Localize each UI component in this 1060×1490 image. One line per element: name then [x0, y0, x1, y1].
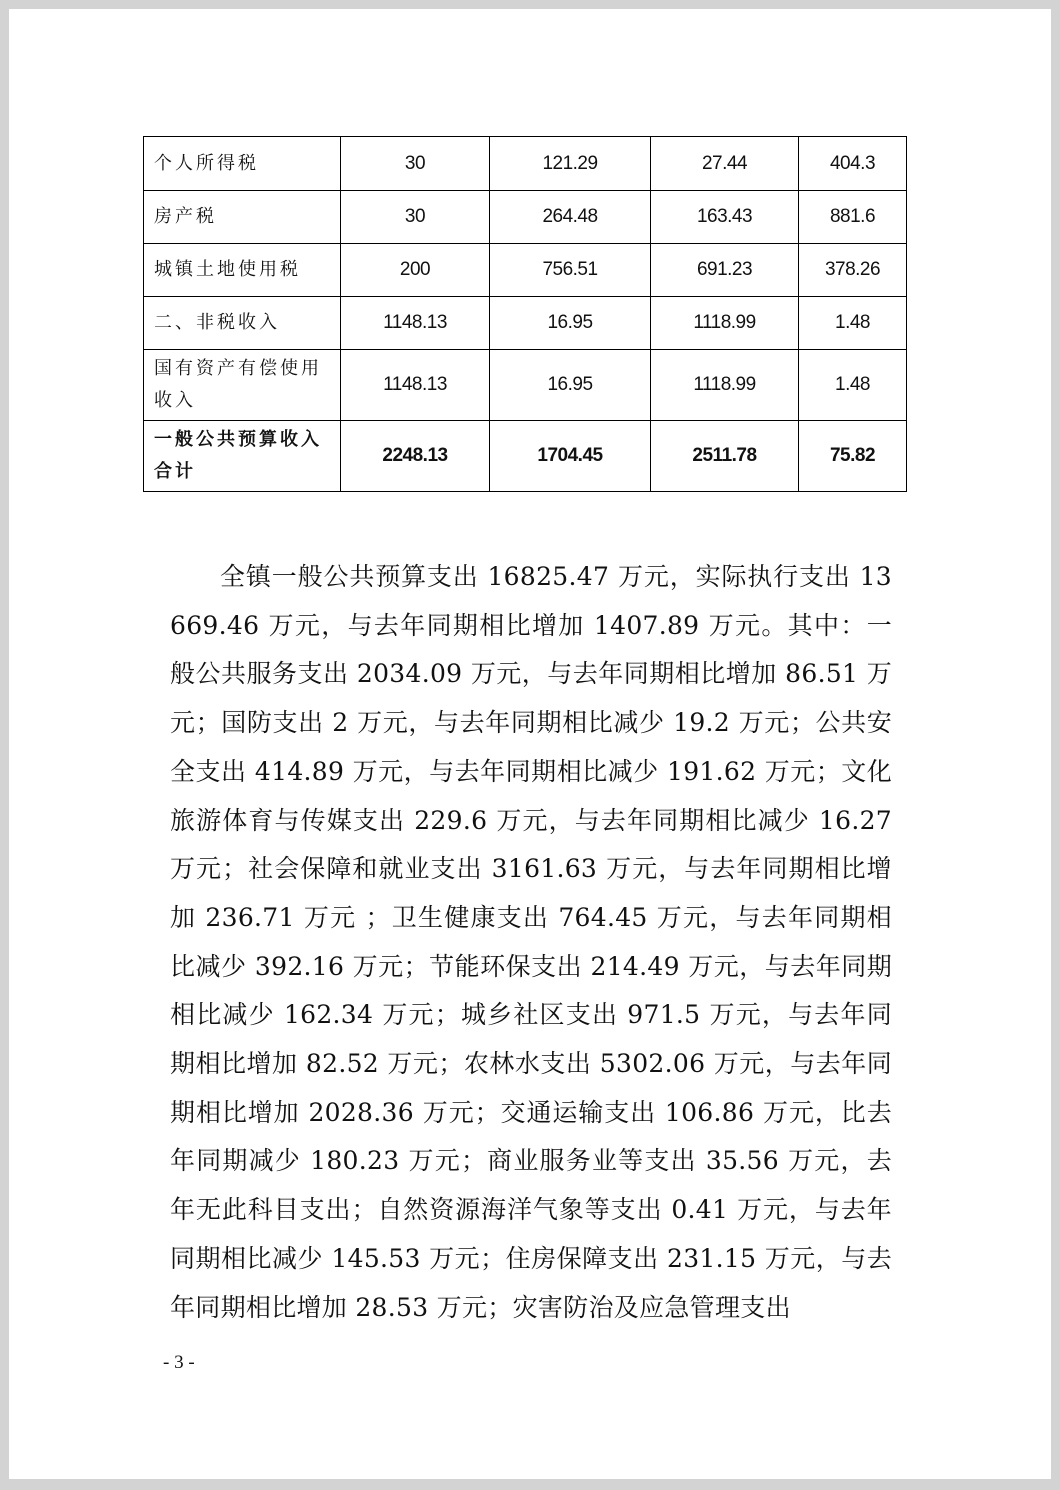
- row-label: 城镇土地使用税: [144, 244, 341, 297]
- table-row: [144, 191, 907, 244]
- table-cell: 691.23: [651, 244, 799, 297]
- table-cell: 756.51: [490, 244, 651, 297]
- table-cell: 30: [341, 191, 490, 244]
- row-label: 个人所得税: [144, 137, 341, 191]
- table-cell: 16.95: [490, 350, 651, 421]
- table-cell: 1.48: [799, 350, 907, 421]
- table-cell: 2248.13: [341, 421, 490, 492]
- table-cell: 16.95: [490, 297, 651, 350]
- table-row-total: [144, 421, 907, 492]
- row-label: 一般公共预算收入合计: [144, 421, 341, 492]
- table-cell: 1148.13: [341, 350, 490, 421]
- row-label: 国有资产有偿使用收入: [144, 350, 341, 421]
- expenditure-paragraph: 全镇一般公共预算支出 16825.47 万元，实际执行支出 13669.46 万元，与去年同期相比增加 1407.89 万元。其中：一般公共服务支出 2034.09 万元，与去年同期相比增加 86.51 万元；国防支出 2 万元，与去年同期相比减少 19.2 万元；公共安全支出 414.89 万元，与去年同期相比减少 191.62 万元；文化旅游体育与传媒支出 229.6 万元，与去年同期相比减少 16.27 万元；社会保障和就业支出 3161.63 万元，与去年同期相比增加 236.71 万元 ；卫生健康支出 764.45 万元，与去年同期相比减少 392.16 万元；节能环保支出 214.49 万元，与去年同期相比减少 162.34 万元；城乡社区支出 971.5 万元，与去年同期相比增加 82.52 万元；农林水支出 5302.06 万元，与去年同期相比增加 2028.36 万元；交通运输支出 106.86 万元，比去年同期减少 180.23 万元；商业服务业等支出 35.56 万元，去年无此科目支出；自然资源海洋气象等支出 0.41 万元，与去年同期相比减少 145.53 万元；住房保障支出 231.15 万元，与去年同期相比增加 28.53 万元；灾害防治及应急管理支出: [170, 562, 892, 1322]
- table-cell: 1118.99: [651, 350, 799, 421]
- table-cell: 200: [341, 244, 490, 297]
- page-number: - 3 -: [163, 1352, 195, 1373]
- table-cell: 378.26: [799, 244, 907, 297]
- table-row: [144, 137, 907, 191]
- table-row: [144, 350, 907, 421]
- revenue-table: [143, 136, 907, 492]
- table-cell: 121.29: [490, 137, 651, 191]
- table-cell: 163.43: [651, 191, 799, 244]
- table-cell: 1.48: [799, 297, 907, 350]
- row-label: 房产税: [144, 191, 341, 244]
- table-cell: 404.3: [799, 137, 907, 191]
- table-cell: 264.48: [490, 191, 651, 244]
- table-cell: 1118.99: [651, 297, 799, 350]
- table-row: [144, 244, 907, 297]
- table-cell: 881.6: [799, 191, 907, 244]
- table-cell: 27.44: [651, 137, 799, 191]
- table-row: [144, 297, 907, 350]
- table-cell: 1704.45: [490, 421, 651, 492]
- table-cell: 75.82: [799, 421, 907, 492]
- row-label: 二、非税收入: [144, 297, 341, 350]
- table-cell: 2511.78: [651, 421, 799, 492]
- table-cell: 1148.13: [341, 297, 490, 350]
- table-cell: 30: [341, 137, 490, 191]
